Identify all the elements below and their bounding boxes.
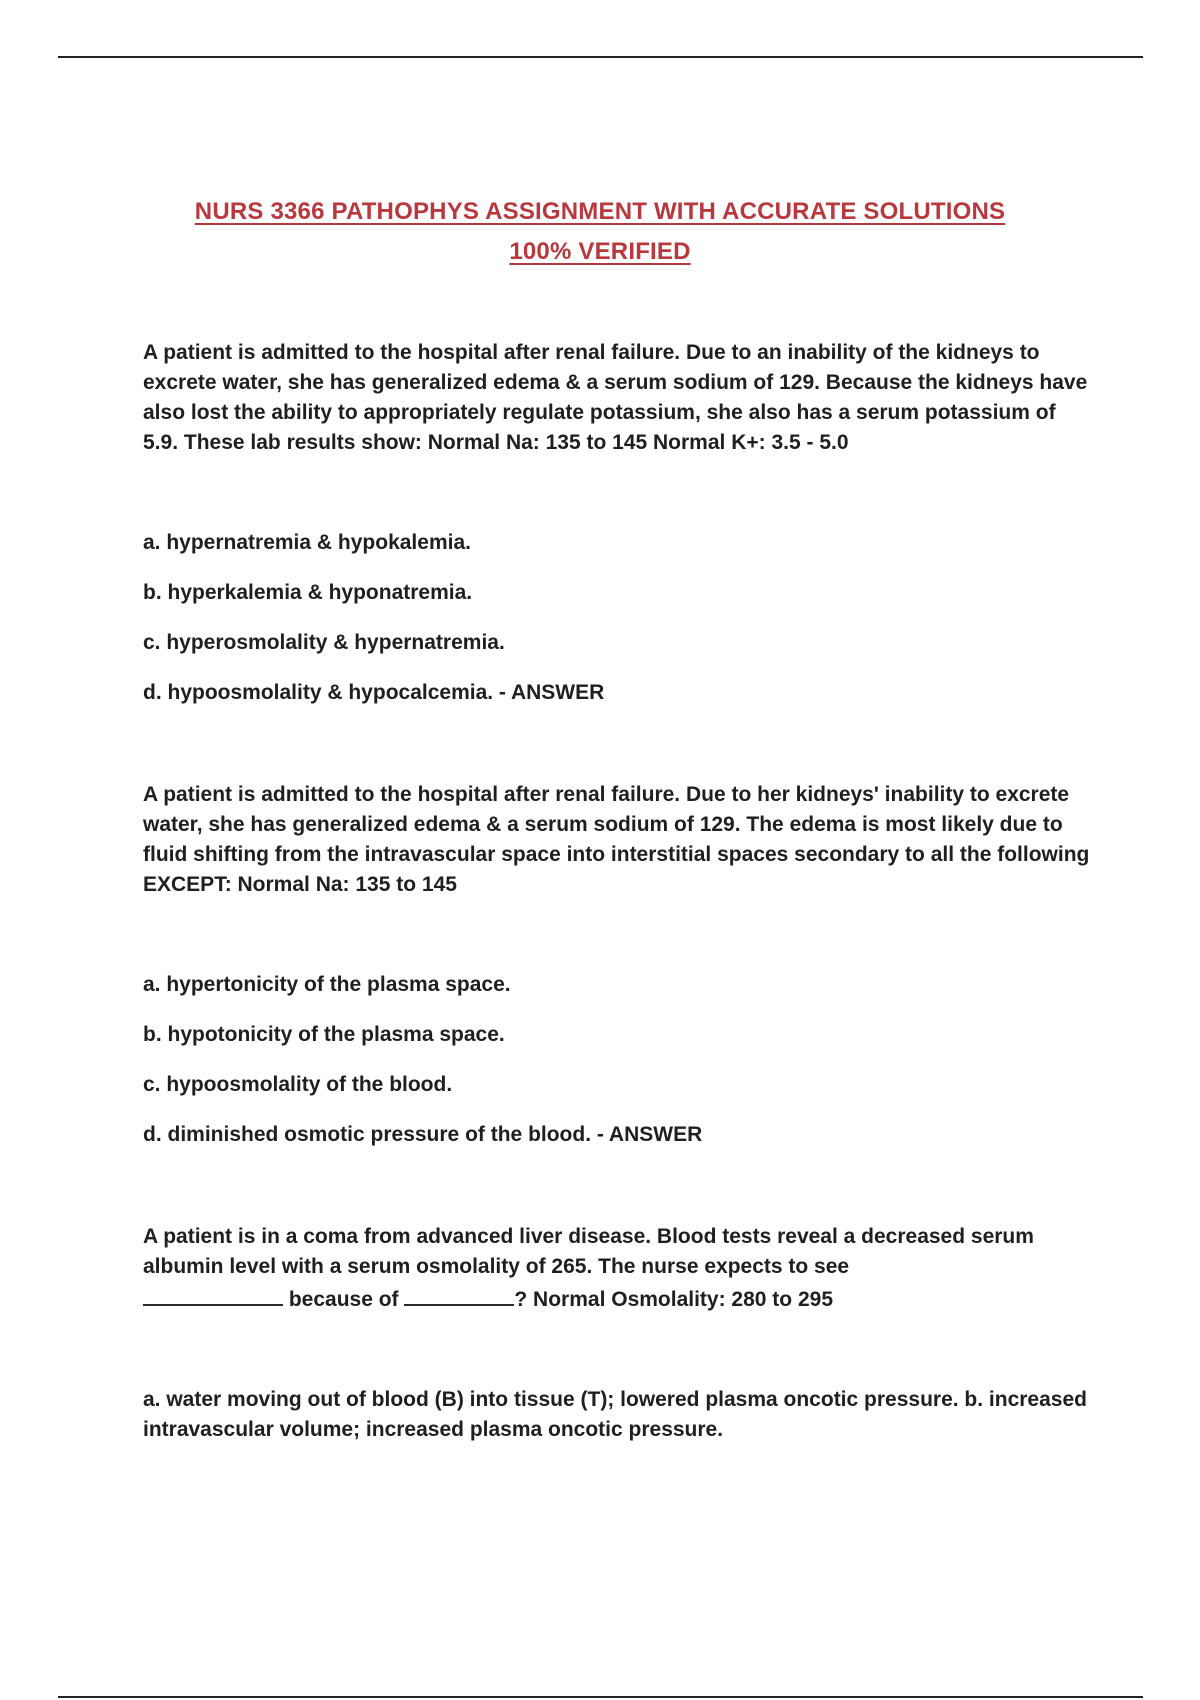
title-line-2: 100% VERIFIED — [509, 238, 691, 265]
title-line-1: NURS 3366 PATHOPHYS ASSIGNMENT WITH ACCURATE SOLUTIONS — [194, 198, 1006, 225]
answer-blank-2 — [404, 1282, 514, 1306]
question-3-stem-end: ? Normal Osmolality: 280 to 295 — [514, 1288, 833, 1311]
question-2-option-d: d. diminished osmotic pressure of the blood. - ANSWER — [143, 1123, 703, 1146]
question-1-option-c: c. hyperosmolality & hypernatremia. — [143, 631, 505, 654]
question-1-stem: A patient is admitted to the hospital after renal failure. Due to an inability of the kidneys to excrete water, she has generalized edema & a serum sodium of 129. Because the kidneys have also lost the ability to appropriately regulate potassium, she also has a serum potassium of 5.9. These lab results show: Normal Na: 135 to 145 Normal K+: 3.5 - 5.0 — [143, 341, 1088, 454]
question-3-stem — [143, 1222, 1093, 1315]
question-2-stem: A patient is admitted to the hospital after renal failure. Due to her kidneys' inability to excrete water, she has generalized edema & a serum sodium of 129. The edema is most likely due to fluid shifting from the intravascular space into interstitial spaces secondary to all the following EXCEPT: Normal Na: 135 to 145 — [143, 783, 1090, 896]
bottom-rule — [58, 1696, 1143, 1698]
question-1 — [143, 338, 1093, 708]
question-1-option-d: d. hypoosmolality & hypocalcemia. - ANSWER — [143, 681, 605, 704]
question-3-stem-start: A patient is in a coma from advanced liver disease. Blood tests reveal a decreased serum albumin level with a serum osmolality of 265. The nurse expects to see — [143, 1225, 1034, 1278]
question-3-options: a. water moving out of blood (B) into tissue (T); lowered plasma oncotic pressure. b. increased intravascular volume; increased plasma oncotic pressure. — [143, 1388, 1087, 1441]
document-body — [143, 338, 1093, 1445]
question-2-option-a: a. hypertonicity of the plasma space. — [143, 973, 511, 996]
question-1-option-a: a. hypernatremia & hypokalemia. — [143, 531, 471, 554]
question-2-option-b: b. hypotonicity of the plasma space. — [143, 1023, 505, 1046]
question-2 — [143, 780, 1093, 1150]
document-title — [0, 192, 1200, 272]
question-2-options — [143, 970, 1093, 1150]
answer-blank-1 — [143, 1282, 283, 1306]
question-1-options — [143, 528, 1093, 708]
question-1-option-b: b. hyperkalemia & hyponatremia. — [143, 581, 473, 604]
question-2-option-c: c. hypoosmolality of the blood. — [143, 1073, 453, 1096]
top-rule — [58, 56, 1143, 58]
question-3 — [143, 1222, 1093, 1445]
question-3-stem-mid: because of — [283, 1288, 405, 1311]
